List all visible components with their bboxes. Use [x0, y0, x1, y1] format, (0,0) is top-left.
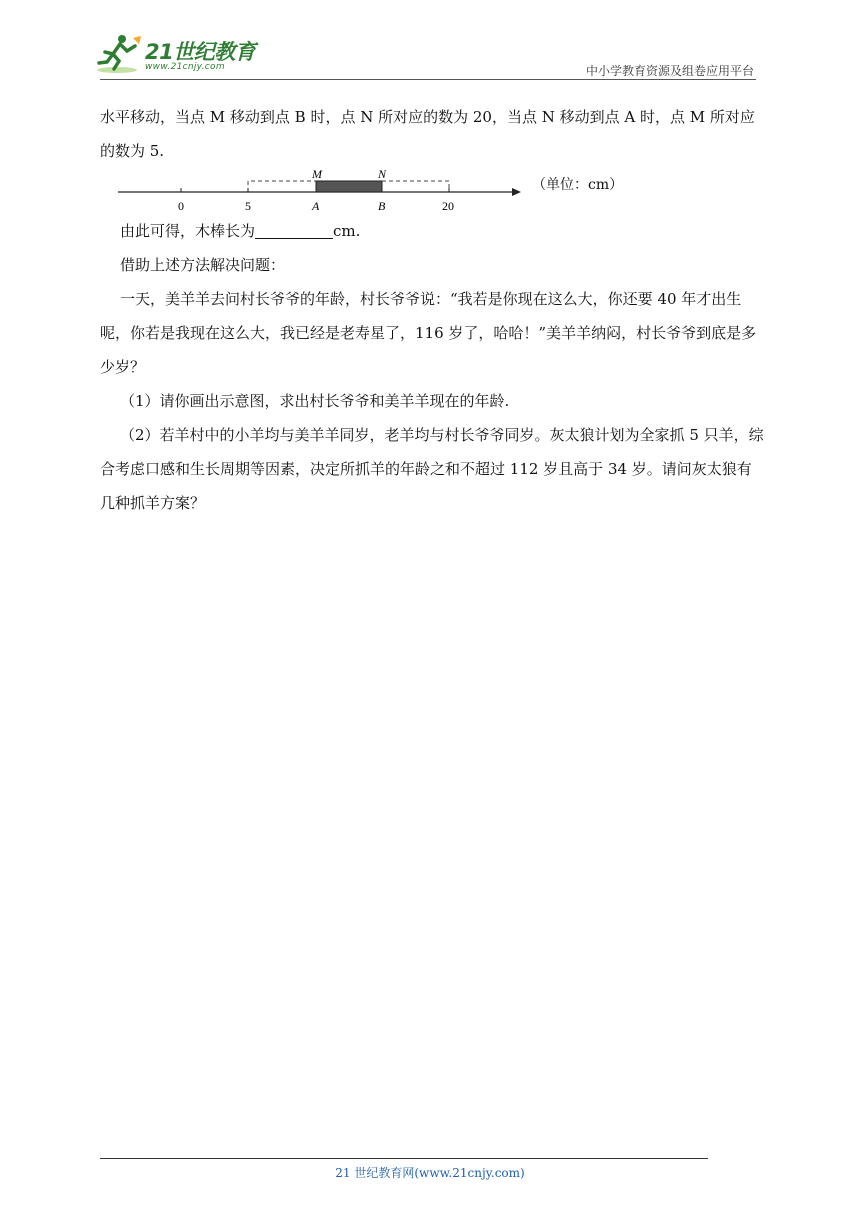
label-n: N	[378, 168, 387, 181]
running-person-logo-icon	[95, 32, 145, 76]
page-header	[0, 0, 860, 80]
tick-label-0: 0	[178, 199, 184, 213]
number-line-diagram	[114, 168, 534, 214]
logo-text: 21世纪教育	[145, 40, 256, 64]
dashed-rod-right	[382, 181, 449, 192]
result-suffix: cm.	[333, 222, 361, 240]
story-paragraph: 一天，美羊羊去问村长爷爷的年龄，村长爷爷说：“我若是你现在这么大，你还要 40 年才出生呢，你若是我现在这么大，我已经是老寿星了，116 岁了，哈哈！”美羊羊纳闷，村长爷爷到底是多少岁？	[100, 290, 757, 376]
number-line-figure	[100, 168, 764, 214]
question-1: （1）请你画出示意图，求出村长爷爷和美羊羊现在的年龄.	[120, 392, 510, 410]
answer-blank[interactable]	[255, 220, 333, 239]
wooden-rod	[316, 181, 382, 192]
intro-paragraph: 水平移动，当点 M 移动到点 B 时，点 N 所对应的数为 20，当点 N 移动到点 A 时，点 M 所对应的数为 5.	[100, 108, 755, 160]
method-line: 借助上述方法解决问题：	[120, 256, 286, 274]
dashed-rod-left	[248, 181, 316, 192]
tick-label-a: A	[312, 199, 320, 213]
document-body	[100, 100, 764, 520]
footer-text[interactable]: 21 世纪教育网(www.21cnjy.com)	[335, 1166, 525, 1180]
tick-label-5: 5	[245, 199, 251, 213]
result-line	[100, 214, 764, 248]
question-2: （2）若羊村中的小羊均与美羊羊同岁，老羊均与村长爷爷同岁。灰太狼计划为全家抓 5 只羊，综合考虑口感和生长周期等因素，决定所抓羊的年龄之和不超过 112 岁且高于 34 岁。请问灰太狼有几种抓羊方案？	[100, 426, 764, 512]
label-m: M	[312, 168, 322, 181]
tick-label-b: B	[378, 199, 386, 213]
result-prefix: 由此可得，木棒长为	[120, 222, 256, 240]
logo-url: www.21cnjy.com	[145, 62, 225, 72]
site-logo[interactable]	[95, 32, 265, 76]
header-divider	[100, 79, 756, 80]
tick-label-20: 20	[442, 199, 454, 213]
axis-arrow	[512, 188, 521, 196]
platform-name: 中小学教育资源及组卷应用平台	[585, 64, 754, 78]
footer-divider	[100, 1158, 708, 1159]
unit-label: （单位：cm）	[532, 177, 624, 193]
